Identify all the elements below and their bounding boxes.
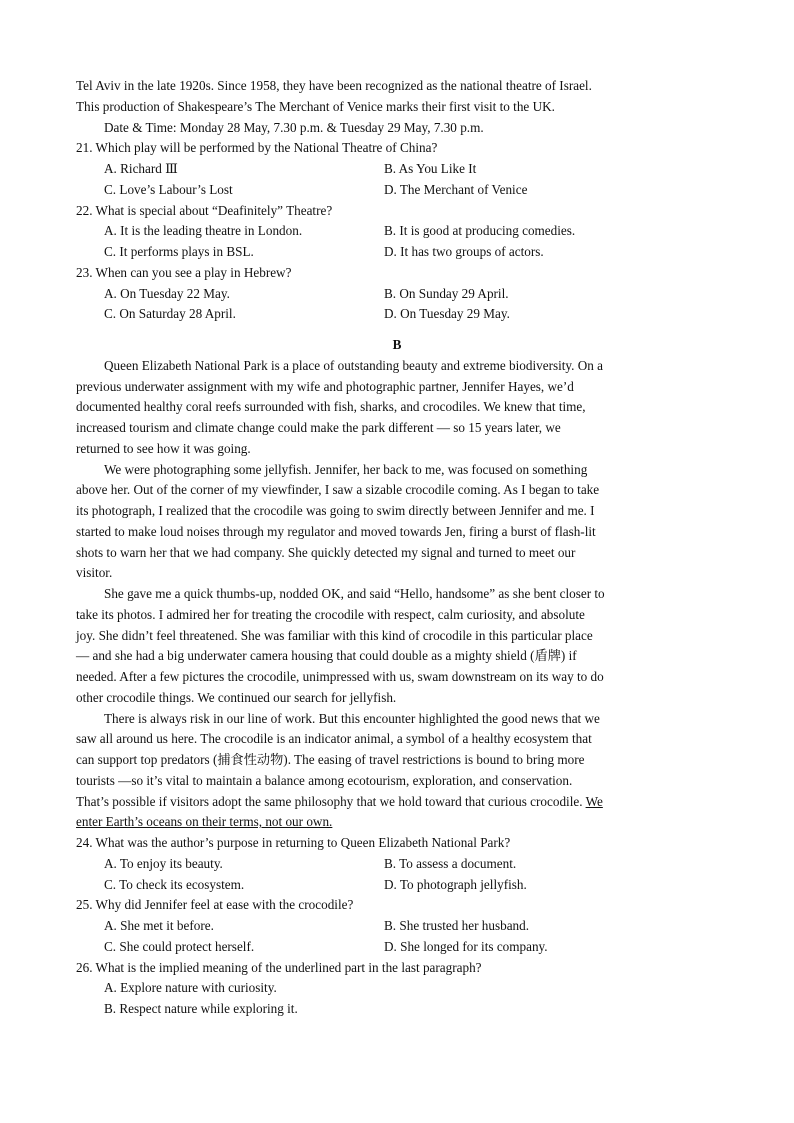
option-21-d: D. The Merchant of Venice	[384, 181, 528, 197]
question-24-options-row-1	[76, 854, 718, 875]
option-26-a: A. Explore nature with curiosity.	[104, 980, 277, 996]
section-b-heading: B	[392, 337, 402, 352]
option-24-d: D. To photograph jellyfish.	[384, 876, 527, 892]
passage-p4-line-1: There is always risk in our line of work. But this encounter highlighted the good news that we	[104, 710, 600, 726]
question-22-stem: 22. What is special about “Deafinitely” Theatre?	[76, 202, 333, 218]
passage-p3-line-4: — and she had a big underwater camera housing that could double as a mighty shield (盾牌) if	[76, 648, 577, 664]
question-21-options-row-2	[76, 180, 718, 201]
passage-p2-line-6: visitor.	[76, 565, 113, 581]
passage-p1-line-4: increased tourism and climate change could make the park different — so 15 years later, we	[76, 420, 561, 435]
option-24-a: A. To enjoy its beauty.	[104, 855, 223, 871]
intro-line-2: This production of Shakespeare’s The Merchant of Venice marks their first visit to the UK.	[76, 98, 555, 114]
underlined-phrase-start: We	[585, 793, 603, 809]
exam-page	[76, 76, 718, 1020]
question-23-options-row-1	[76, 284, 718, 305]
option-25-a: A. She met it before.	[104, 918, 214, 933]
intro-line-1: Tel Aviv in the late 1920s. Since 1958, they have been recognized as the national theatre of Israel.	[76, 78, 592, 93]
option-22-b: B. It is good at producing comedies.	[384, 223, 576, 239]
passage-p4-line-5	[76, 792, 718, 813]
option-24-b: B. To assess a document.	[384, 855, 517, 871]
question-23-options-row-2	[76, 304, 718, 325]
question-21-stem: 21. Which play will be performed by the National Theatre of China?	[76, 140, 438, 156]
question-22-options-row-1	[76, 221, 718, 242]
passage-p1-line-1: Queen Elizabeth National Park is a place of outstanding beauty and extreme biodiversity. On a	[104, 357, 604, 373]
question-25-stem: 25. Why did Jennifer feel at ease with the crocodile?	[76, 897, 354, 913]
option-21-b: B. As You Like It	[384, 161, 477, 176]
passage-p1-line-5: returned to see how it was going.	[76, 440, 251, 456]
question-24-options-row-2	[76, 875, 718, 896]
option-22-a: A. It is the leading theatre in London.	[104, 223, 303, 239]
option-25-c: C. She could protect herself.	[104, 938, 255, 954]
question-22-options-row-2	[76, 242, 718, 263]
passage-p4-line-3: can support top predators (捕食性动物). The easing of travel restrictions is bound to bring more	[76, 752, 585, 767]
passage-p3-line-6: other crocodile things. We continued our search for jellyfish.	[76, 689, 397, 705]
option-23-c: C. On Saturday 28 April.	[104, 306, 236, 322]
passage-p3-line-3: joy. She didn’t feel threatened. She was familiar with this kind of crocodile in this particular place	[76, 627, 593, 643]
question-21-options-row-1	[76, 159, 718, 180]
question-24-stem: 24. What was the author’s purpose in returning to Queen Elizabeth National Park?	[76, 835, 511, 850]
option-23-d: D. On Tuesday 29 May.	[384, 306, 510, 322]
passage-p4-line-5-text: That’s possible if visitors adopt the same philosophy that we hold toward that curious crocodile.	[76, 793, 586, 809]
option-22-c: C. It performs plays in BSL.	[104, 244, 254, 259]
passage-p2-line-1: We were photographing some jellyfish. Jennifer, her back to me, was focused on something	[104, 461, 588, 477]
date-time-line: Date & Time: Monday 28 May, 7.30 p.m. & Tuesday 29 May, 7.30 p.m.	[104, 119, 484, 135]
passage-p2-line-2: above her. Out of the corner of my viewfinder, I saw a sizable crocodile coming. As I began to take	[76, 482, 600, 498]
option-21-c: C. Love’s Labour’s Lost	[104, 181, 233, 197]
option-23-b: B. On Sunday 29 April.	[384, 285, 509, 301]
question-26-stem: 26. What is the implied meaning of the underlined part in the last paragraph?	[76, 959, 482, 975]
option-24-c: C. To check its ecosystem.	[104, 876, 245, 892]
passage-p4-line-6	[76, 812, 718, 833]
passage-p1-line-2: previous underwater assignment with my wife and photographic partner, Jennifer Hayes, we’d	[76, 378, 574, 394]
passage-p3-line-2: take its photos. I admired her for treating the crocodile with respect, calm curiosity, and absolute	[76, 606, 585, 622]
underlined-phrase-end: enter Earth’s oceans on their terms, not our own.	[76, 814, 333, 830]
passage-p2-line-3: its photograph, I realized that the crocodile was going to swim directly between Jennifer and me. I	[76, 503, 595, 518]
option-25-b: B. She trusted her husband.	[384, 918, 530, 933]
option-21-a: A. Richard Ⅲ	[104, 161, 178, 176]
question-25-options-row-1	[76, 916, 718, 937]
option-23-a: A. On Tuesday 22 May.	[104, 285, 230, 301]
passage-p3-line-1: She gave me a quick thumbs-up, nodded OK, and said “Hello, handsome” as she bent closer to	[104, 586, 605, 601]
question-25-options-row-2	[76, 937, 718, 958]
passage-p1-line-3: documented healthy coral reefs surrounded with fish, sharks, and crocodiles. We knew that time,	[76, 399, 586, 415]
option-25-d: D. She longed for its company.	[384, 938, 548, 954]
passage-p2-line-4: started to make loud noises through my regulator and moved towards Jen, firing a burst of flash-lit	[76, 523, 596, 539]
option-26-b: B. Respect nature while exploring it.	[104, 1001, 298, 1016]
passage-p4-line-2: saw all around us here. The crocodile is an indicator animal, a symbol of a healthy ecosystem that	[76, 731, 592, 747]
option-22-d: D. It has two groups of actors.	[384, 244, 544, 259]
passage-p2-line-5: shots to warn her that we had company. She quickly detected my signal and turned to meet our	[76, 544, 576, 560]
passage-p3-line-5: needed. After a few pictures the crocodile, unimpressed with us, swam downstream on its way to do	[76, 669, 604, 684]
passage-p4-line-4: tourists —so it’s vital to maintain a balance among ecotourism, exploration, and conservation.	[76, 772, 573, 788]
question-23-stem: 23. When can you see a play in Hebrew?	[76, 264, 292, 280]
